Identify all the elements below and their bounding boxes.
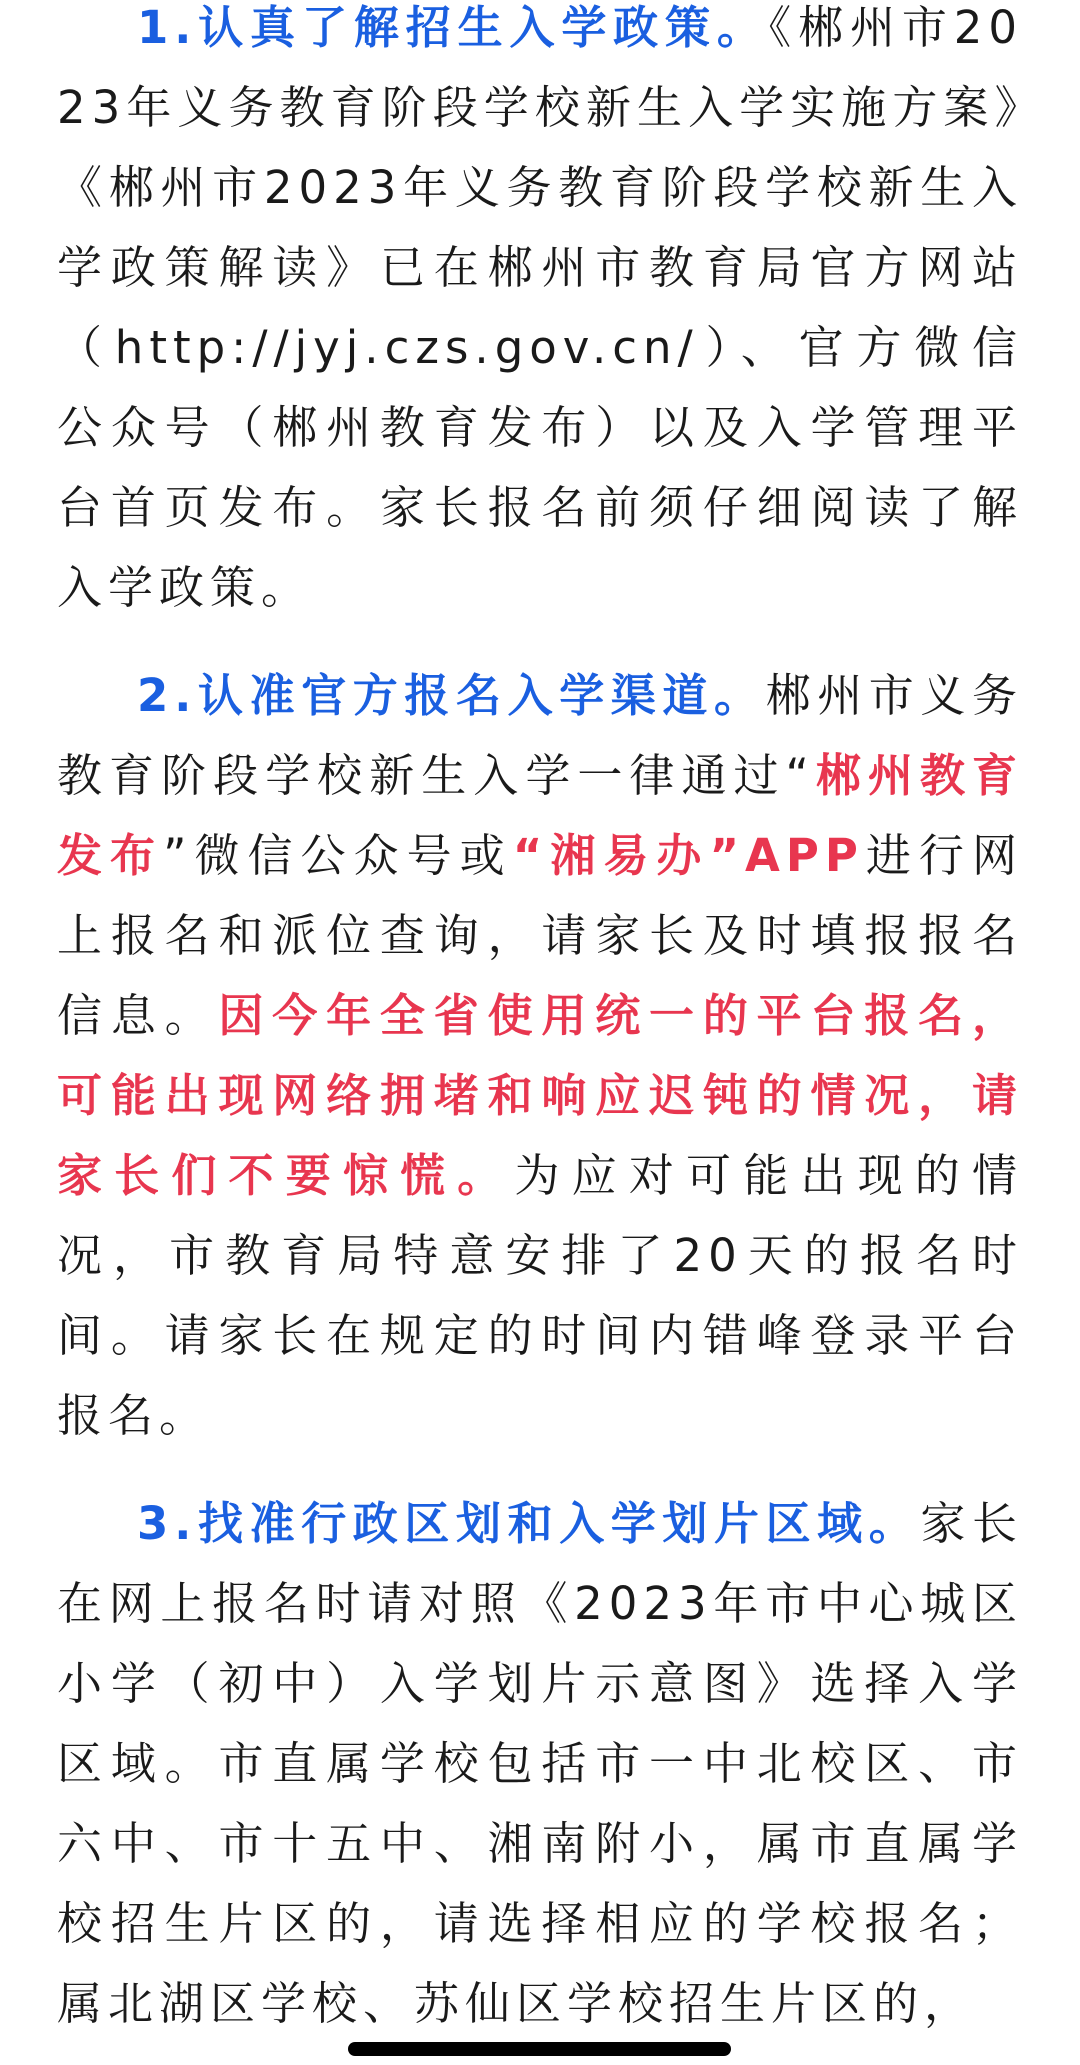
paragraph-2-text-3: 进行网上报名和派位查询，请家长及时填报报名信息。 bbox=[57, 829, 1023, 1042]
home-indicator-bar[interactable] bbox=[348, 2042, 731, 2056]
paragraph-3 bbox=[57, 1484, 1023, 2044]
paragraph-2-text-2: ”微信公众号或 bbox=[163, 829, 513, 882]
paragraph-1-heading: 1.认真了解招生入学政策。 bbox=[137, 1, 769, 54]
highlight-wechat-account: 郴州教育发布 bbox=[57, 749, 1023, 882]
highlight-app-name: “湘易办”APP bbox=[512, 829, 864, 882]
paragraph-1 bbox=[57, 0, 1023, 628]
article-body bbox=[57, 0, 1023, 2044]
paragraph-2 bbox=[57, 656, 1023, 1456]
paragraph-1-body: 《郴州市2023年义务教育阶段学校新生入学实施方案》《郴州市2023年义务教育阶段学校新生入学政策解读》已在郴州市教育局官方网站（http://jyj.czs.gov.cn/）、官方微信公众号（郴州教育发布）以及入学管理平台首页发布。家长报名前须仔细阅读了解入学政策。 bbox=[57, 1, 1023, 614]
paragraph-2-heading: 2.认准官方报名入学渠道。 bbox=[137, 669, 766, 722]
paragraph-2-text-1: 郴州市义务教育阶段学校新生入学一律通过“ bbox=[57, 669, 1023, 802]
paragraph-3-body: 家长在网上报名时请对照《2023年市中心城区小学（初中）入学划片示意图》选择入学区域。市直属学校包括市一中北校区、市六中、市十五中、湘南附小，属市直属学校招生片区的，请选择相应的学校报名；属北湖区学校、苏仙区学校招生片区的， bbox=[57, 1497, 1023, 2030]
highlight-network-warning: 因今年全省使用统一的平台报名，可能出现网络拥堵和响应迟钝的情况，请家长们不要惊慌。 bbox=[57, 989, 1023, 1202]
paragraph-2-text-4: 为应对可能出现的情况，市教育局特意安排了20天的报名时间。请家长在规定的时间内错峰登录平台报名。 bbox=[57, 1149, 1023, 1442]
paragraph-3-heading: 3.找准行政区划和入学划片区域。 bbox=[137, 1497, 921, 1550]
